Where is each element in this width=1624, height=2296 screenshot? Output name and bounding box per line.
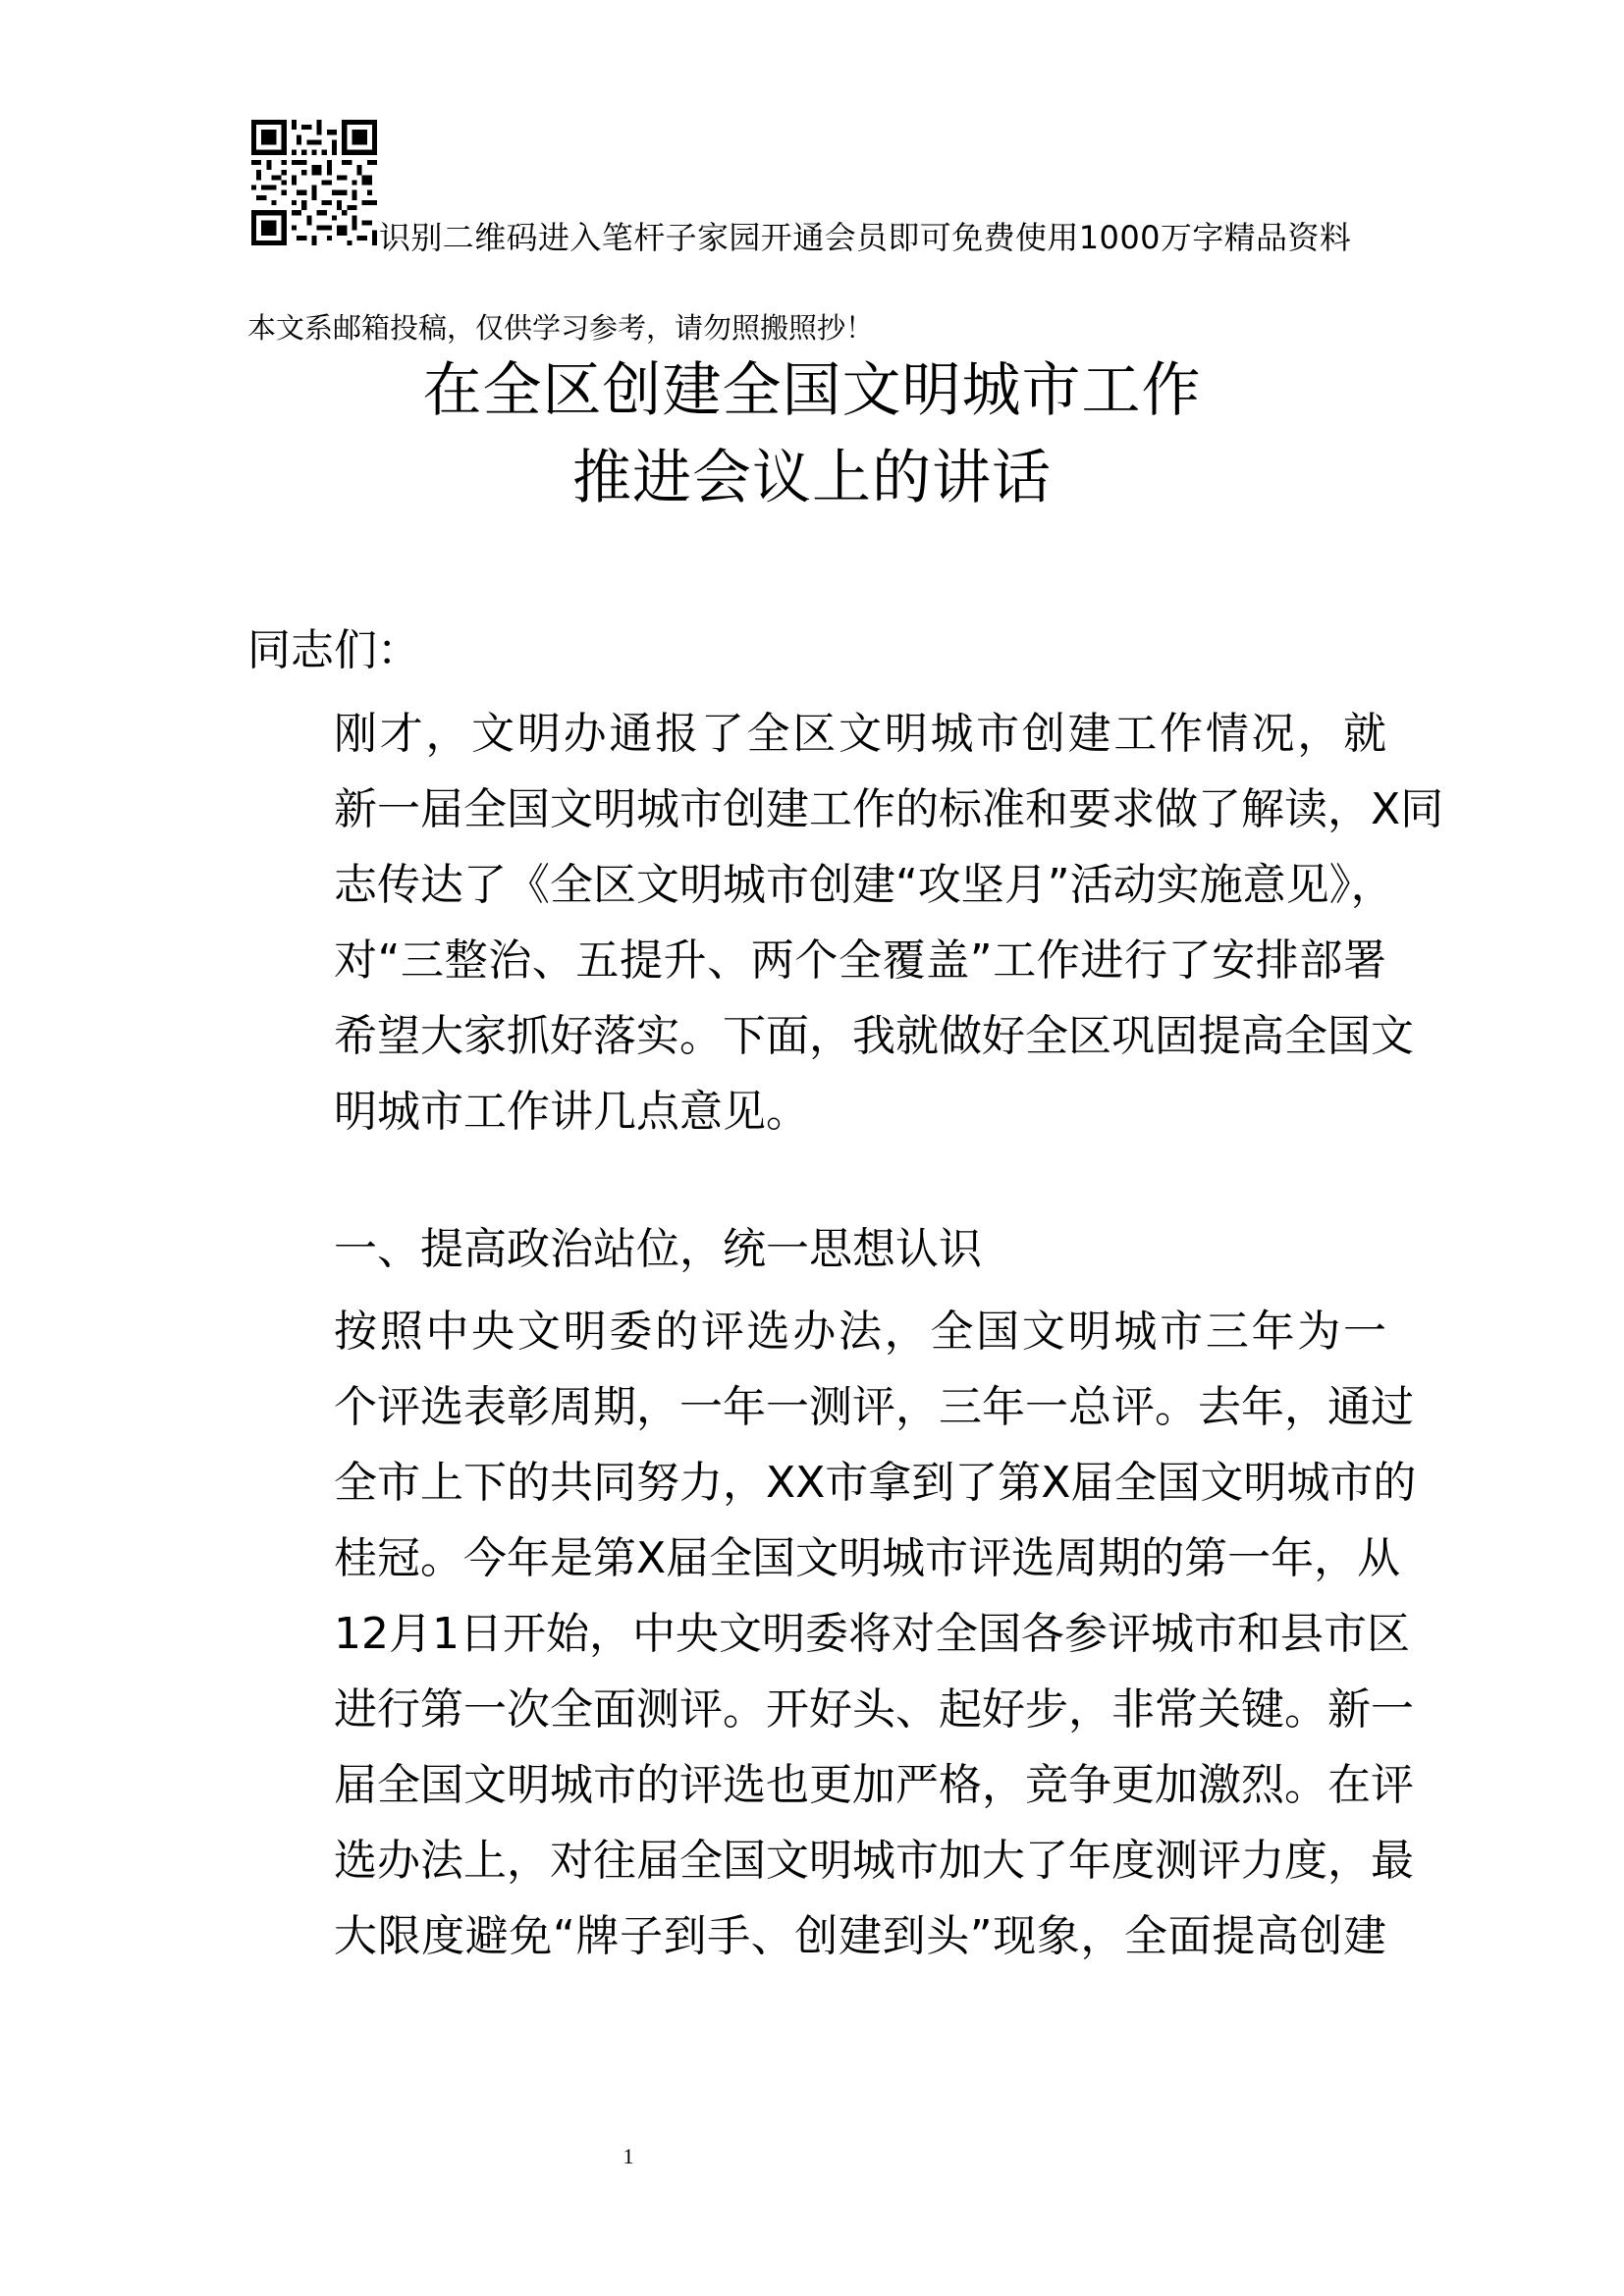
page-number: 1: [623, 2144, 634, 2168]
paragraph-line: 大限度避免“牌子到手、创建到头”现象，全面提高创建: [334, 1911, 1386, 1961]
qr-code-image: [251, 120, 377, 245]
paragraph-2: [247, 1294, 1417, 1974]
paragraph-line: 届全国文明城市的评选也更加严格，竞争更加激烈。在评: [334, 1760, 1414, 1810]
paragraph-line: 按照中央文明委的评选办法，全国文明城市三年为一: [334, 1307, 1386, 1357]
paragraph-1: [247, 696, 1444, 1149]
salutation: 同志们：: [247, 625, 420, 675]
paragraph-line: 新一届全国文明城市创建工作的标准和要求做了解读，X同: [334, 784, 1444, 834]
paragraph-line: 12月1日开始，中央文明委将对全国各参评城市和县市区: [334, 1609, 1410, 1659]
paragraph-line: 桂冠。今年是第X届全国文明城市评选周期的第一年，从: [334, 1533, 1401, 1583]
document-title-line-1: 在全区创建全国文明城市工作: [422, 356, 1202, 425]
paragraph-line: 个评选表彰周期，一年一测评，三年一总评。去年，通过: [334, 1382, 1414, 1432]
paragraph-line: 刚才，文明办通报了全区文明城市创建工作情况，就: [334, 709, 1386, 759]
qr-caption: 识别二维码进入笔杆子家园开通会员即可免费使用1000万字精品资料: [379, 219, 1352, 256]
paragraph-line: 进行第一次全面测评。开好头、起好步，非常关键。新一: [334, 1684, 1414, 1735]
paragraph-line: 选办法上，对往届全国文明城市加大了年度测评力度，最: [334, 1836, 1414, 1886]
section-heading-1: 一、提高政治站位，统一思想认识: [334, 1224, 982, 1274]
document-title-line-2: 推进会议上的讲话: [572, 444, 1052, 512]
submission-notice: 本文系邮箱投稿，仅供学习参考，请勿照搬照抄！: [247, 311, 875, 345]
paragraph-line: 希望大家抓好落实。下面，我就做好全区巩固提高全国文: [334, 1011, 1414, 1061]
paragraph-line: 全市上下的共同努力，XX市拿到了第X届全国文明城市的: [334, 1458, 1417, 1508]
paragraph-line: 志传达了《全区文明城市创建“攻坚月”活动实施意见》，: [334, 860, 1394, 910]
paragraph-line: 明城市工作讲几点意见。: [334, 1087, 809, 1137]
paragraph-line: 对“三整治、五提升、两个全覆盖”工作进行了安排部署: [334, 935, 1386, 986]
